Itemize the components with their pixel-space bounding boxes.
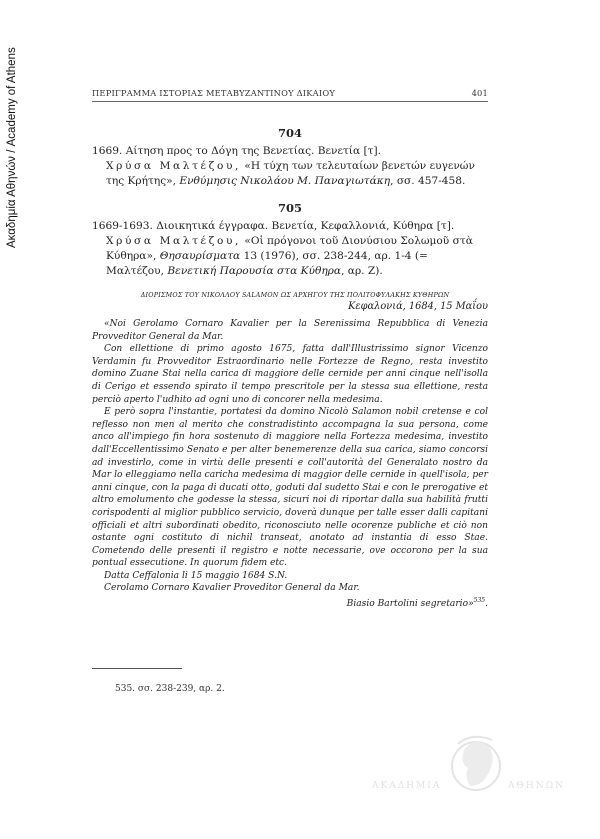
footnote-ref: 535 xyxy=(473,597,486,605)
entry-704 xyxy=(92,144,488,189)
dated-line: Datta Ceffalonia li 15 maggio 1684 S.N. xyxy=(104,570,288,581)
entry-704-ref-title: «Η τύχη των τελευταίων βενετών ευγενών της Κρήτης», xyxy=(106,160,475,187)
entry-705-reference xyxy=(92,234,488,279)
entry-705-ref-pages: 13 (1976), σσ. 238-244, αρ. 1-4 (= Μαλτέζου, xyxy=(106,250,428,277)
running-head xyxy=(92,88,488,102)
academy-watermark-logo xyxy=(372,730,580,810)
entry-705-line: 1669-1693. Διοικητικά έγγραφα. Βενετία, Κεφαλλονιά, Κύθηρα [τ]. xyxy=(92,220,455,232)
watermark-text-right: ΑΘΗΝΩΝ xyxy=(508,781,565,791)
side-label: Ακαδημία Αθηνών / Academy of Athens xyxy=(6,47,18,248)
running-head-title: ΠΕΡΙΓΡΑΜΜΑ ΙΣΤΟΡΙΑΣ ΜΕΤΑΒΥΖΑΝΤΙΝΟΥ ΔΙΚΑΙΟΥ xyxy=(92,88,336,98)
entry-704-author: Χρύσα Μαλτέζου, xyxy=(106,160,241,172)
page-number: 401 xyxy=(471,88,488,98)
document-title: ΔΙΟΡΙΣΜΟΣ ΤΟΥ ΝΙΚΟΛΛΟΥ SALAMON ΩΣ ΑΡΧΗΓΟΥ ΤΗΣ ΠΟΛΙΤΟΦΥΛΑΚΗΣ ΚΥΘΗΡΩΝ xyxy=(140,291,450,299)
doc-number-704: 704 xyxy=(277,126,302,140)
page-content xyxy=(92,88,488,611)
signature-secretary: Biasio Bartolini segretario» xyxy=(346,599,474,610)
entry-704-reference xyxy=(92,159,488,189)
entry-705-author: Χρύσα Μαλτέζου, xyxy=(106,235,241,247)
doc-number-705: 705 xyxy=(277,201,302,215)
document-place-date: Κεφαλονιά, 1684, 15 Μαΐου xyxy=(348,301,488,312)
watermark-text-left: ΑΚΑΔΗΜΙΑ xyxy=(372,781,442,791)
paragraph-1: «Noi Gerolamo Cornaro Kavalier per la Serenissima Repubblica di Venezia Provveditor General da Mar. xyxy=(92,319,488,342)
paragraph-2: Con ellettione di primo agosto 1675, fatta dall'Illustrissimo signor Vicenzo Verdamin fu Provveditor Estraordinario nelle Fortezze de Regno, resta investito domino Zuane Stai nella carica di maggiore delle cernide per anni cinque nell'isolla di Cerigo et essendo spirato il tempo prescritole per la stessa sua ellettione, resta perciò aperto l'udhito ad ogni uno di concorer nella medesima. xyxy=(92,344,488,405)
entry-705-ref-title: «Οἱ πρόγονοι τοῦ Διονύσιου Σολωμοῦ στὰ Κύθηρα», xyxy=(106,235,473,262)
entry-705-ref-journal: Θησαυρίσματα xyxy=(159,250,241,262)
paragraph-3: E però sopra l'instantie, portatesi da domino Nicolò Salamon nobil cretense e col reflesso non men al merito che constradistinto accompagna la sua persona, come anco all'impiego fin hora sostenuto di maggiore nella Fortezza medesima, investito dall'Eccellentissimo Senato e per alter benemerenze della sua carica, siamo concorsi ad investirlo, come in virtù delle presenti e coll'autorità del Generalato nostro da Mar lo elleggiamo nella caricha medesima di maggior delle cernide in quell'isola, per anni cinque, con la paga di ducati otto, goduti dal sudetto Stai e con le prerogative et altro emolumento che godesse la stessa, sicuri noi di riportar dalla sua habilità frutti corispodenti al miglior pubblico servicio, doverà dunque per talle esser dalli capitani officiali et altri subordinati obedito, riconosciuto nelle ocorenze publiche et ciò non ostante ogni costituto di nichil transeat, anotato ad instantia di esso Stae. Cometendo delle presenti il registro e notte necessarie, ove occorono per la sua pontual essecutione. In quorum fidem etc. xyxy=(92,407,488,569)
entry-704-ref-source: Ενθύμησις Νικολάου Μ. Παναγιωτάκη xyxy=(179,175,391,187)
watermark-head-icon xyxy=(452,737,500,790)
entry-705-ref-book: Βενετική Παρουσία στα Κύθηρα xyxy=(167,265,342,277)
footnote-divider xyxy=(92,668,182,669)
signature-line-1: Cerolamo Cornaro Kavalier Proveditor General da Mar. xyxy=(104,583,360,594)
entry-704-line: 1669. Αίτηση προς το Δόγη της Βενετίας. Βενετία [τ]. xyxy=(92,145,381,157)
entry-705-ref-number: , αρ. Z). xyxy=(341,265,383,277)
document-body xyxy=(92,318,488,611)
footnote: 535. σσ. 238-239, αρ. 2. xyxy=(115,684,225,694)
signature-line-2: Biasio Bartolini segretario»$^{535}$. xyxy=(346,597,488,610)
entry-704-ref-pages: , σσ. 457-458. xyxy=(390,175,466,187)
entry-705 xyxy=(92,219,488,279)
